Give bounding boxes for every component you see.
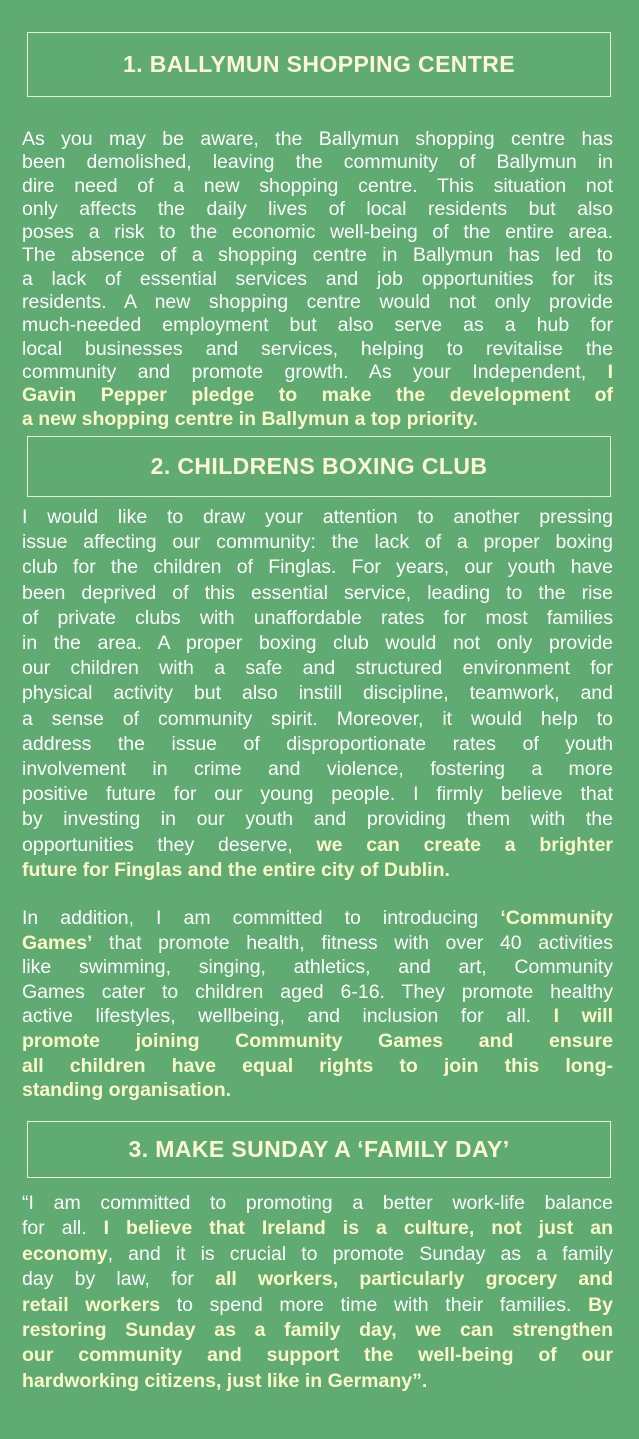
text-line <box>22 1191 613 1216</box>
emphasis-text: I <box>607 360 613 383</box>
body-text: our children with a safe and structured environment for <box>22 657 613 680</box>
text-line <box>22 151 613 174</box>
text-line <box>22 128 613 151</box>
body-text: day by law, for <box>22 1268 216 1291</box>
text-line <box>22 1029 613 1054</box>
emphasis-text: economy <box>22 1242 108 1265</box>
text-line <box>22 291 613 314</box>
emphasis-text: ‘Community <box>500 907 613 929</box>
body-text: address the issue of disproportionate rates of youth <box>22 732 613 755</box>
body-text: Games cater to children aged 6-16. They promote healthy <box>22 980 613 1003</box>
body-text: physical activity but also instill discipline, teamwork, and <box>22 682 613 705</box>
body-text: poses a risk to the economic well-being of the entire area. <box>22 221 613 244</box>
section-heading-box <box>27 1121 611 1178</box>
text-line <box>22 505 613 530</box>
body-text: The absence of a shopping centre in Ballymun has led to <box>22 244 613 267</box>
body-paragraph <box>22 505 613 883</box>
text-line <box>22 338 613 361</box>
emphasis-text: a new shopping centre in Ballymun a top priority. <box>22 407 478 430</box>
text-line <box>22 980 613 1005</box>
text-line <box>22 268 613 291</box>
text-line <box>22 833 613 858</box>
section-heading: 3. MAKE SUNDAY A ‘FAMILY DAY’ <box>128 1136 510 1162</box>
body-text: dire need of a new shopping centre. This situation not <box>22 174 613 197</box>
text-line <box>22 757 613 782</box>
body-paragraph <box>22 906 613 1103</box>
text-line <box>22 631 613 656</box>
emphasis-text: retail workers <box>22 1293 161 1316</box>
body-text: much-needed employment but also serve as a hub for <box>22 314 613 337</box>
body-text: like swimming, singing, athletics, and art, Community <box>22 956 613 979</box>
text-line <box>22 408 613 431</box>
text-line <box>22 807 613 832</box>
text-line <box>22 732 613 757</box>
text-line <box>22 906 613 931</box>
emphasis-text: restoring Sunday as a family day, we can strengthen <box>22 1319 613 1342</box>
emphasis-text: I will <box>553 1005 613 1028</box>
text-line <box>22 1293 613 1318</box>
section-heading-box <box>27 436 611 497</box>
text-line <box>22 782 613 807</box>
text-line <box>22 931 613 956</box>
body-text: residents. A new shopping centre would not only provide <box>22 291 613 314</box>
text-line <box>22 1318 613 1343</box>
body-text: As you may be aware, the Ballymun shopping centre has <box>22 128 613 150</box>
body-paragraph <box>22 1191 613 1394</box>
text-line <box>22 1267 613 1292</box>
body-text: a lack of essential services and job opportunities for its <box>22 267 613 290</box>
emphasis-text: By <box>588 1293 613 1316</box>
text-line <box>22 1004 613 1029</box>
text-line <box>22 656 613 681</box>
text-line <box>22 1242 613 1267</box>
emphasis-text: future for Finglas and the entire city of Dublin. <box>22 858 450 881</box>
body-text: “I am committed to promoting a better work-life balance <box>22 1192 613 1214</box>
text-line <box>22 606 613 631</box>
body-text: In addition, I am committed to introducing <box>22 907 501 929</box>
section-heading: 1. BALLYMUN SHOPPING CENTRE <box>122 51 516 77</box>
body-text: community and promote growth. As your Independent, <box>22 360 608 383</box>
text-line <box>22 221 613 244</box>
text-line <box>22 581 613 606</box>
emphasis-text: we can create a brighter <box>316 833 614 856</box>
body-text: by investing in our youth and providing them with the <box>22 808 613 831</box>
text-line <box>22 1078 613 1103</box>
text-line <box>22 1216 613 1241</box>
text-line <box>22 198 613 221</box>
body-text: involvement in crime and violence, fostering a more <box>22 758 613 781</box>
body-text: for all. <box>22 1217 104 1240</box>
text-line <box>22 955 613 980</box>
body-text: been demolished, leaving the community of Ballymun in <box>22 151 613 174</box>
text-line <box>22 175 613 198</box>
emphasis-text: our community and support the well-being of our <box>22 1344 613 1367</box>
emphasis-text: all workers, particularly grocery and <box>215 1268 613 1291</box>
text-line <box>22 858 613 883</box>
emphasis-text: I believe that Ireland is a culture, not just an <box>103 1217 613 1240</box>
body-text: , and it is crucial to promote Sunday as a family <box>107 1242 613 1265</box>
text-line <box>22 681 613 706</box>
text-line <box>22 314 613 337</box>
body-text: a sense of community spirit. Moreover, it would help to <box>22 707 613 730</box>
text-line <box>22 555 613 580</box>
emphasis-text: standing organisation. <box>22 1079 232 1102</box>
emphasis-text: Gavin Pepper pledge to make the development of <box>22 384 613 407</box>
text-line <box>22 361 613 384</box>
text-line <box>22 1369 613 1394</box>
text-line <box>22 1343 613 1368</box>
section-heading: 2. CHILDRENS BOXING CLUB <box>150 453 488 479</box>
emphasis-text: Games’ <box>22 931 93 954</box>
text-line <box>22 707 613 732</box>
text-line <box>22 384 613 407</box>
body-text: I would like to draw your attention to another pressing <box>22 506 613 528</box>
emphasis-text: promote joining Community Games and ensure <box>22 1029 613 1052</box>
body-text: opportunities they deserve, <box>22 833 317 856</box>
body-paragraph <box>22 128 613 431</box>
body-text: issue affecting our community: the lack of a proper boxing <box>22 531 613 554</box>
body-text: to spend more time with their families. <box>160 1293 589 1316</box>
text-line <box>22 530 613 555</box>
body-text: only affects the daily lives of local residents but also <box>22 197 613 220</box>
body-text: positive future for our young people. I firmly believe that <box>22 783 613 806</box>
text-line <box>22 1054 613 1079</box>
body-text: been deprived of this essential service, leading to the rise <box>22 581 613 604</box>
body-text: local businesses and services, helping to revitalise the <box>22 337 613 360</box>
body-text: club for the children of Finglas. For years, our youth have <box>22 556 613 579</box>
body-text: active lifestyles, wellbeing, and inclusion for all. <box>22 1005 554 1028</box>
section-heading-box <box>27 32 611 97</box>
emphasis-text: hardworking citizens, just like in Germany”. <box>22 1369 428 1392</box>
body-text: of private clubs with unaffordable rates for most families <box>22 606 613 629</box>
emphasis-text: all children have equal rights to join this long- <box>22 1054 613 1077</box>
text-line <box>22 244 613 267</box>
body-text: in the area. A proper boxing club would not only provide <box>22 632 613 655</box>
body-text: that promote health, fitness with over 40 activities <box>92 931 613 954</box>
